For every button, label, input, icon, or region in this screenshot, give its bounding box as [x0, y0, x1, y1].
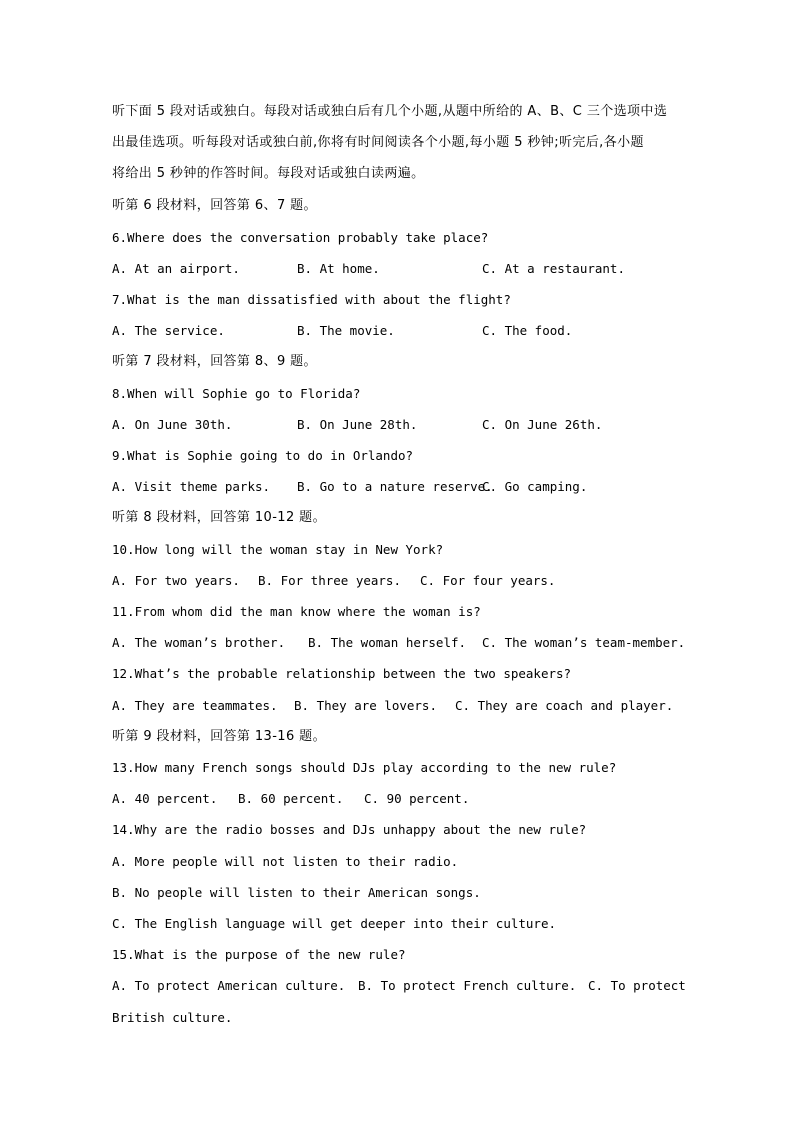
question-7-option-c: C. The food. — [482, 323, 573, 338]
question-15-option-a: A. To protect American culture. — [112, 978, 346, 993]
question-10-stem: 10.How long will the woman stay in New York? — [112, 542, 444, 557]
question-14-option-b: B. No people will listen to their American songs. — [112, 885, 481, 900]
question-13-stem: 13.How many French songs should DJs play according to the new rule? — [112, 760, 617, 775]
section-heading-8: 听第 8 段材料，回答第 10-12 题。 — [112, 510, 326, 525]
intro-line-3: 将给出 5 秒钟的作答时间。每段对话或独白读两遍。 — [112, 166, 425, 181]
question-13-option-c: C. 90 percent. — [364, 791, 470, 806]
question-11-option-a: A. The woman’s brother. — [112, 635, 286, 650]
question-9-option-a: A. Visit theme parks. — [112, 479, 271, 494]
question-6-option-c: C. At a restaurant. — [482, 261, 625, 276]
question-9-option-b: B. Go to a nature reserve. — [297, 479, 493, 494]
question-6-option-b: B. At home. — [297, 261, 380, 276]
section-heading-7: 听第 7 段材料，回答第 8、9 题。 — [112, 354, 317, 369]
question-7-option-a: A. The service. — [112, 323, 225, 338]
question-10-option-b: B. For three years. — [258, 573, 401, 588]
question-12-stem: 12.What’s the probable relationship between the two speakers? — [112, 666, 572, 681]
question-15-option-c: C. To protect — [588, 978, 686, 993]
question-7-stem: 7.What is the man dissatisfied with about the flight? — [112, 292, 511, 307]
question-15-stem: 15.What is the purpose of the new rule? — [112, 947, 406, 962]
question-10-option-a: A. For two years. — [112, 573, 240, 588]
question-12-option-a: A. They are teammates. — [112, 698, 278, 713]
question-15-option-b: B. To protect French culture. — [358, 978, 577, 993]
question-13-option-a: A. 40 percent. — [112, 791, 218, 806]
question-10-option-c: C. For four years. — [420, 573, 556, 588]
question-8-stem: 8.When will Sophie go to Florida? — [112, 386, 361, 401]
question-11-option-b: B. The woman herself. — [308, 635, 467, 650]
question-14-option-a: A. More people will not listen to their radio. — [112, 854, 459, 869]
question-14-option-c: C. The English language will get deeper into their culture. — [112, 916, 557, 931]
intro-line-2: 出最佳选项。听每段对话或独白前,你将有时间阅读各个小题,每小题 5 秒钟;听完后,各小题 — [112, 135, 644, 150]
question-15-option-c-continued: British culture. — [112, 1010, 233, 1025]
question-11-stem: 11.From whom did the man know where the woman is? — [112, 604, 481, 619]
question-6-option-a: A. At an airport. — [112, 261, 240, 276]
question-8-option-b: B. On June 28th. — [297, 417, 418, 432]
intro-line-1: 听下面 5 段对话或独白。每段对话或独白后有几个小题,从题中所给的 A、B、C 三个选项中选 — [112, 104, 668, 119]
question-12-option-c: C. They are coach and player. — [455, 698, 674, 713]
question-6-stem: 6.Where does the conversation probably take place? — [112, 230, 489, 245]
question-9-stem: 9.What is Sophie going to do in Orlando? — [112, 448, 414, 463]
question-14-stem: 14.Why are the radio bosses and DJs unhappy about the new rule? — [112, 822, 587, 837]
question-11-option-c: C. The woman’s team-member. — [482, 635, 686, 650]
section-heading-6: 听第 6 段材料，回答第 6、7 题。 — [112, 198, 317, 213]
question-7-option-b: B. The movie. — [297, 323, 395, 338]
question-12-option-b: B. They are lovers. — [294, 698, 437, 713]
question-8-option-c: C. On June 26th. — [482, 417, 603, 432]
question-13-option-b: B. 60 percent. — [238, 791, 344, 806]
section-heading-9: 听第 9 段材料，回答第 13-16 题。 — [112, 729, 326, 744]
question-9-option-c: C. Go camping. — [482, 479, 588, 494]
question-8-option-a: A. On June 30th. — [112, 417, 233, 432]
